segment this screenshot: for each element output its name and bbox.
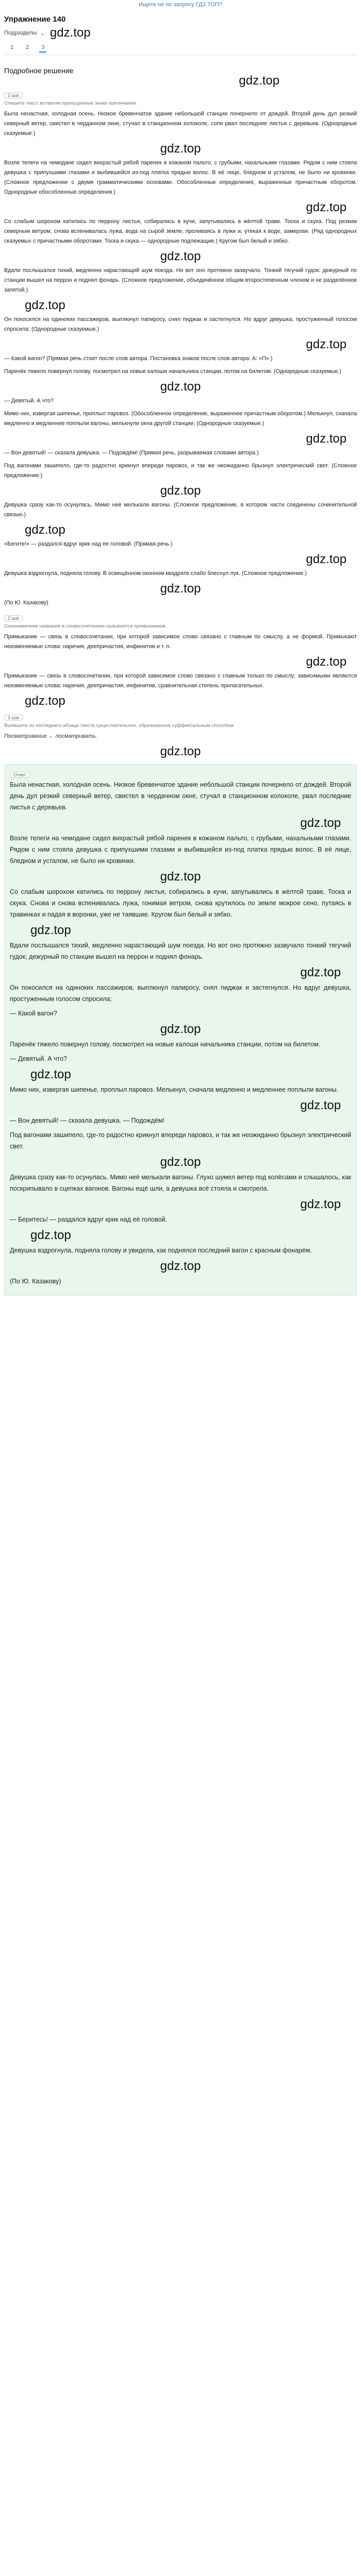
solution-paragraph: Была ненастная, холодная осень. Низкое бревенчатое здание небольшой станции почернело от дождей. Второй день дул резкий северный ветер, свистел в черданном окне, стучал в станционном колоколе, сопя рвал последние листья с деревьев. (Однородные сказуемые.) — [4, 111, 357, 137]
rule-paragraph: Примыкание — связь в словосочетании, при которой зависимое слово связано с главным по смыслу, а не формой. Примыкают неизменяемые слова: наречия, деепричастия, инфинитив и т. п. — [4, 634, 357, 650]
answer-paragraph: Со слабым шорохом катились по перрону листья, собирались в кучи, запутывались в жёлтой траве. Тоска и скука. Снова и снова вспенивалась лужа, гонимая ветром, снова крутилось по земле мокрое сено, путаясь в травинках и падая в воронки, уже не таявшие. Кругом был белый и зябко. — [10, 888, 351, 918]
tab-list — [8, 43, 357, 53]
solution-paragraph: Паренёк тяжело повернул голову, посмотрел на новые калоши начальника станции, потом на билетом. (Однородные сказуемые.) — [4, 368, 341, 375]
step-badge: 2 шаг — [4, 615, 23, 621]
watermark: gdz.top — [160, 380, 201, 394]
solution-paragraph: Со слабым шорохом катились по перрону листья, собирались в кучи, запутывались в жёлтой траве. Тоска и скука. Под резким северным ветром, снова вспенивалась лужа, вода на сырой земле, проливаясь в лужи и, утекая к воде, замерзая. (Ряд однородных сказуемых с причастными оборотами. Тоска и скука — однородные подлежащие.) Кругом был белый и зябко. — [4, 218, 357, 244]
subsections-label[interactable]: Подразделы — [4, 30, 37, 36]
word-formation — [4, 732, 357, 741]
answer-paragraph: — Вон девятый! — сказала девушка. — Подождём! — [10, 1117, 165, 1124]
tab-1[interactable]: 1 — [10, 44, 14, 50]
watermark: gdz.top — [160, 1259, 201, 1273]
answer-paragraph: Возле телеги на чемодане сидел вихрастый рябой паренек в кожаном пальто, с грубыми, нахальными глазами. Рядом с ним стояла девушка с припухшими глазами и выбившейся из-под платка прядью волос. В её лице, бледном и усталом, не было ни кровинки. — [10, 835, 351, 865]
task-text: Синонимичное название в словосочетаниях называется примыканием. — [4, 623, 167, 629]
top-banner[interactable] — [0, 0, 361, 11]
watermark: gdz.top — [160, 142, 201, 156]
answer-paragraph: — Какой вагон? — [10, 1010, 57, 1017]
watermark: gdz.top — [239, 74, 280, 88]
watermark: gdz.top — [30, 1067, 71, 1081]
step-badge: Ответ — [10, 772, 30, 778]
tab-3[interactable]: 3 — [39, 43, 46, 53]
answer-paragraph: Девушка вздрогнула, подняла голову и увидела, как поднялся последний вагон с красным фонарём. — [10, 1247, 312, 1254]
watermark: gdz.top — [30, 923, 71, 937]
solution-paragraph: Он покосился на одиноких пассажиров, выплюнул папиросу, снял пиджак и застегнулся. Но вдруг девушка, простуженный голосом спросила: (Однородные сказуемые.) — [4, 316, 357, 332]
task-text: Спишите текст, вставляя пропущенные знаки препинания. — [4, 100, 137, 106]
top-banner-link[interactable]: Ищете не по запросу ГДЗ ТОП? — [139, 2, 222, 8]
solution-paragraph: — Какой вагон? (Прямая речь стоит после слов автора. Постановка знаков после слов автора: А: «П».) — [4, 355, 273, 362]
answer-paragraph: Под вагонами зашипело, где-то радостно крикнул впереди паровоз, и так же неожиданно брызнул электрический свет. — [10, 1131, 351, 1150]
watermark: gdz.top — [160, 582, 201, 596]
solution-paragraph: Вдали послышался тихий, медленно нарастающий шум поезда. Но вот оно протяжно зазвучало. Тонкий тягучий гудок: дежурный по станции вышел на перрон и поднял фонарь. (Сложное предложение, объединённое общим второстепенным членом и не разделённое запятой.) — [4, 267, 357, 293]
watermark: gdz.top — [306, 337, 347, 351]
task-text: Выпишите из последнего абзаца текста существительное, образованное суффиксальным способом. — [4, 723, 235, 728]
solution-paragraph: Под вагонами зашипело, где-то радостно крикнул впереди паровоз, и так же неожиданно брызнул электрический свет. (Сложное предложение.) — [4, 463, 357, 479]
watermark: gdz.top — [25, 523, 65, 537]
watermark: gdz.top — [160, 870, 201, 884]
solution-paragraph: (По Ю. Казакову) — [4, 600, 48, 606]
step-badge: 1 шаг — [4, 92, 23, 98]
watermark: gdz.top — [300, 816, 341, 830]
word-formation-text: Посматривание ← посматривать. — [4, 733, 97, 739]
chevron-down-icon[interactable]: ⌄ — [40, 30, 45, 37]
solution-paragraph: — Вон девятый! — сказала девушка. — Подождём! (Прямая речь, разрываемая словами автора.) — [4, 450, 259, 456]
watermark: gdz.top — [50, 26, 91, 40]
watermark: gdz.top — [30, 1228, 71, 1242]
answer-paragraph: Была ненастная, холодная осень. Низкое бревенчатое здание небольшой станции почернело от дождей. Второй день дул резкий северный ветер, свистел в чердачном окне, стучал в станционном колоколе, рвал последние листья с деревьев. — [10, 781, 351, 811]
page-content — [0, 15, 361, 1296]
solution-paragraph: Мимо них, извергая шипенье, проплыл паровоз. (Обособленное определение, выраженное причастным оборотом.) Мелькнул, сначала медленно и медленнее поплыли вагоны, мелькнули окна другой станции. (Однородные сказуемые.) — [4, 411, 357, 427]
solution-paragraph: Девушка сразу как-то осунулась. Мимо неё мелькали вагоны. (Сложное предложение, в котором части соединены сочинительной связью.) — [4, 502, 357, 518]
watermark: gdz.top — [160, 484, 201, 498]
watermark: gdz.top — [306, 552, 347, 566]
answer-paragraph: Девушка сразу как-то осунулась. Мимо неё мелькали вагоны. Глухо шумел ветер под колёсами и слышалось, как поскрипывало в сцепках вагонов. Вагоны ещё шли, а девушка всё стояла и смотрела. — [10, 1174, 351, 1192]
answer-paragraph: — Девятый. А что? — [10, 1055, 68, 1062]
watermark: gdz.top — [160, 249, 201, 263]
rule-paragraph: Примыкание — связь в словосочетании, при которой зависимое слово связано с главным только по смыслу; зависимыми являются неизменяемые слова: наречия, деепричастия, инфинитив, сравнительная степень прилагательных. — [4, 673, 357, 689]
answer-paragraph: (По Ю. Казакову) — [10, 1278, 61, 1285]
answer-paragraph: Вдали послышался тихий, медленно нарастающий шум поезда. Но вот оно протяжно зазвучало тонкий тягучий гудок; дежурный по станции вышел на перрон и поднял фонарь. — [10, 942, 351, 960]
watermark: gdz.top — [306, 655, 347, 669]
watermark: gdz.top — [160, 744, 201, 758]
answer-box — [4, 764, 357, 1296]
solution-paragraph: — Девятый. А что? — [4, 398, 54, 404]
answer-paragraph: — Беритесь! — раздался вдруг крик над её головой. — [10, 1216, 168, 1223]
watermark: gdz.top — [306, 200, 347, 214]
page-title: Упражнение 140 — [4, 15, 66, 24]
watermark: gdz.top — [160, 1155, 201, 1169]
watermark: gdz.top — [300, 1197, 341, 1211]
solution-paragraph: Девушка вздрогнула, подняла голову. В освещённом оконном квадрате слабо блеснул лук. (Сложное предложение.) — [4, 570, 307, 577]
subsections-bar[interactable] — [4, 26, 357, 40]
watermark: gdz.top — [25, 298, 65, 312]
solution-paragraph: «Бегите!» — раздался вдруг крик над ее головой. (Прямая речь.) — [4, 541, 173, 547]
step-badge: 3 шаг — [4, 715, 23, 721]
answer-paragraph: Паренёк тяжело повернул голову, посмотрел на новые калоши начальника станции, потом на билетом. — [10, 1041, 320, 1048]
solution-paragraph: Возле телеги на чемодане сидел вихрастый рябой паренек в кожаном пальто, с грубыми, нахальными глазами. Рядом с ним стояла девушка с припухшими глазами и выбившейся из-под платка прядью волос. В её лице, бледном и усталом, не было ни кровинки. (Сложное предложение с двумя грамматическими основами. Обособленные определения, выраженные причастным оборотом. Однородные обособленные определения.) — [4, 160, 357, 195]
section-title: Подробное решение — [4, 66, 74, 75]
watermark: gdz.top — [306, 432, 347, 446]
answer-paragraph: Мимо них, извергая шипенье, проплыл паровоз. Мелькнул, сначала медленно и медленнее поплыли вагоны. — [10, 1086, 338, 1093]
watermark: gdz.top — [160, 1022, 201, 1036]
answer-paragraph: Он покосился на одиноких пассажиров, выплюнул папиросу, снял пиджак и застегнулся. Но вдруг девушка, простуженным голосом спросила: — [10, 984, 351, 1003]
tab-2[interactable]: 2 — [26, 44, 29, 50]
watermark: gdz.top — [25, 694, 65, 708]
watermark: gdz.top — [300, 965, 341, 979]
watermark: gdz.top — [300, 1098, 341, 1112]
